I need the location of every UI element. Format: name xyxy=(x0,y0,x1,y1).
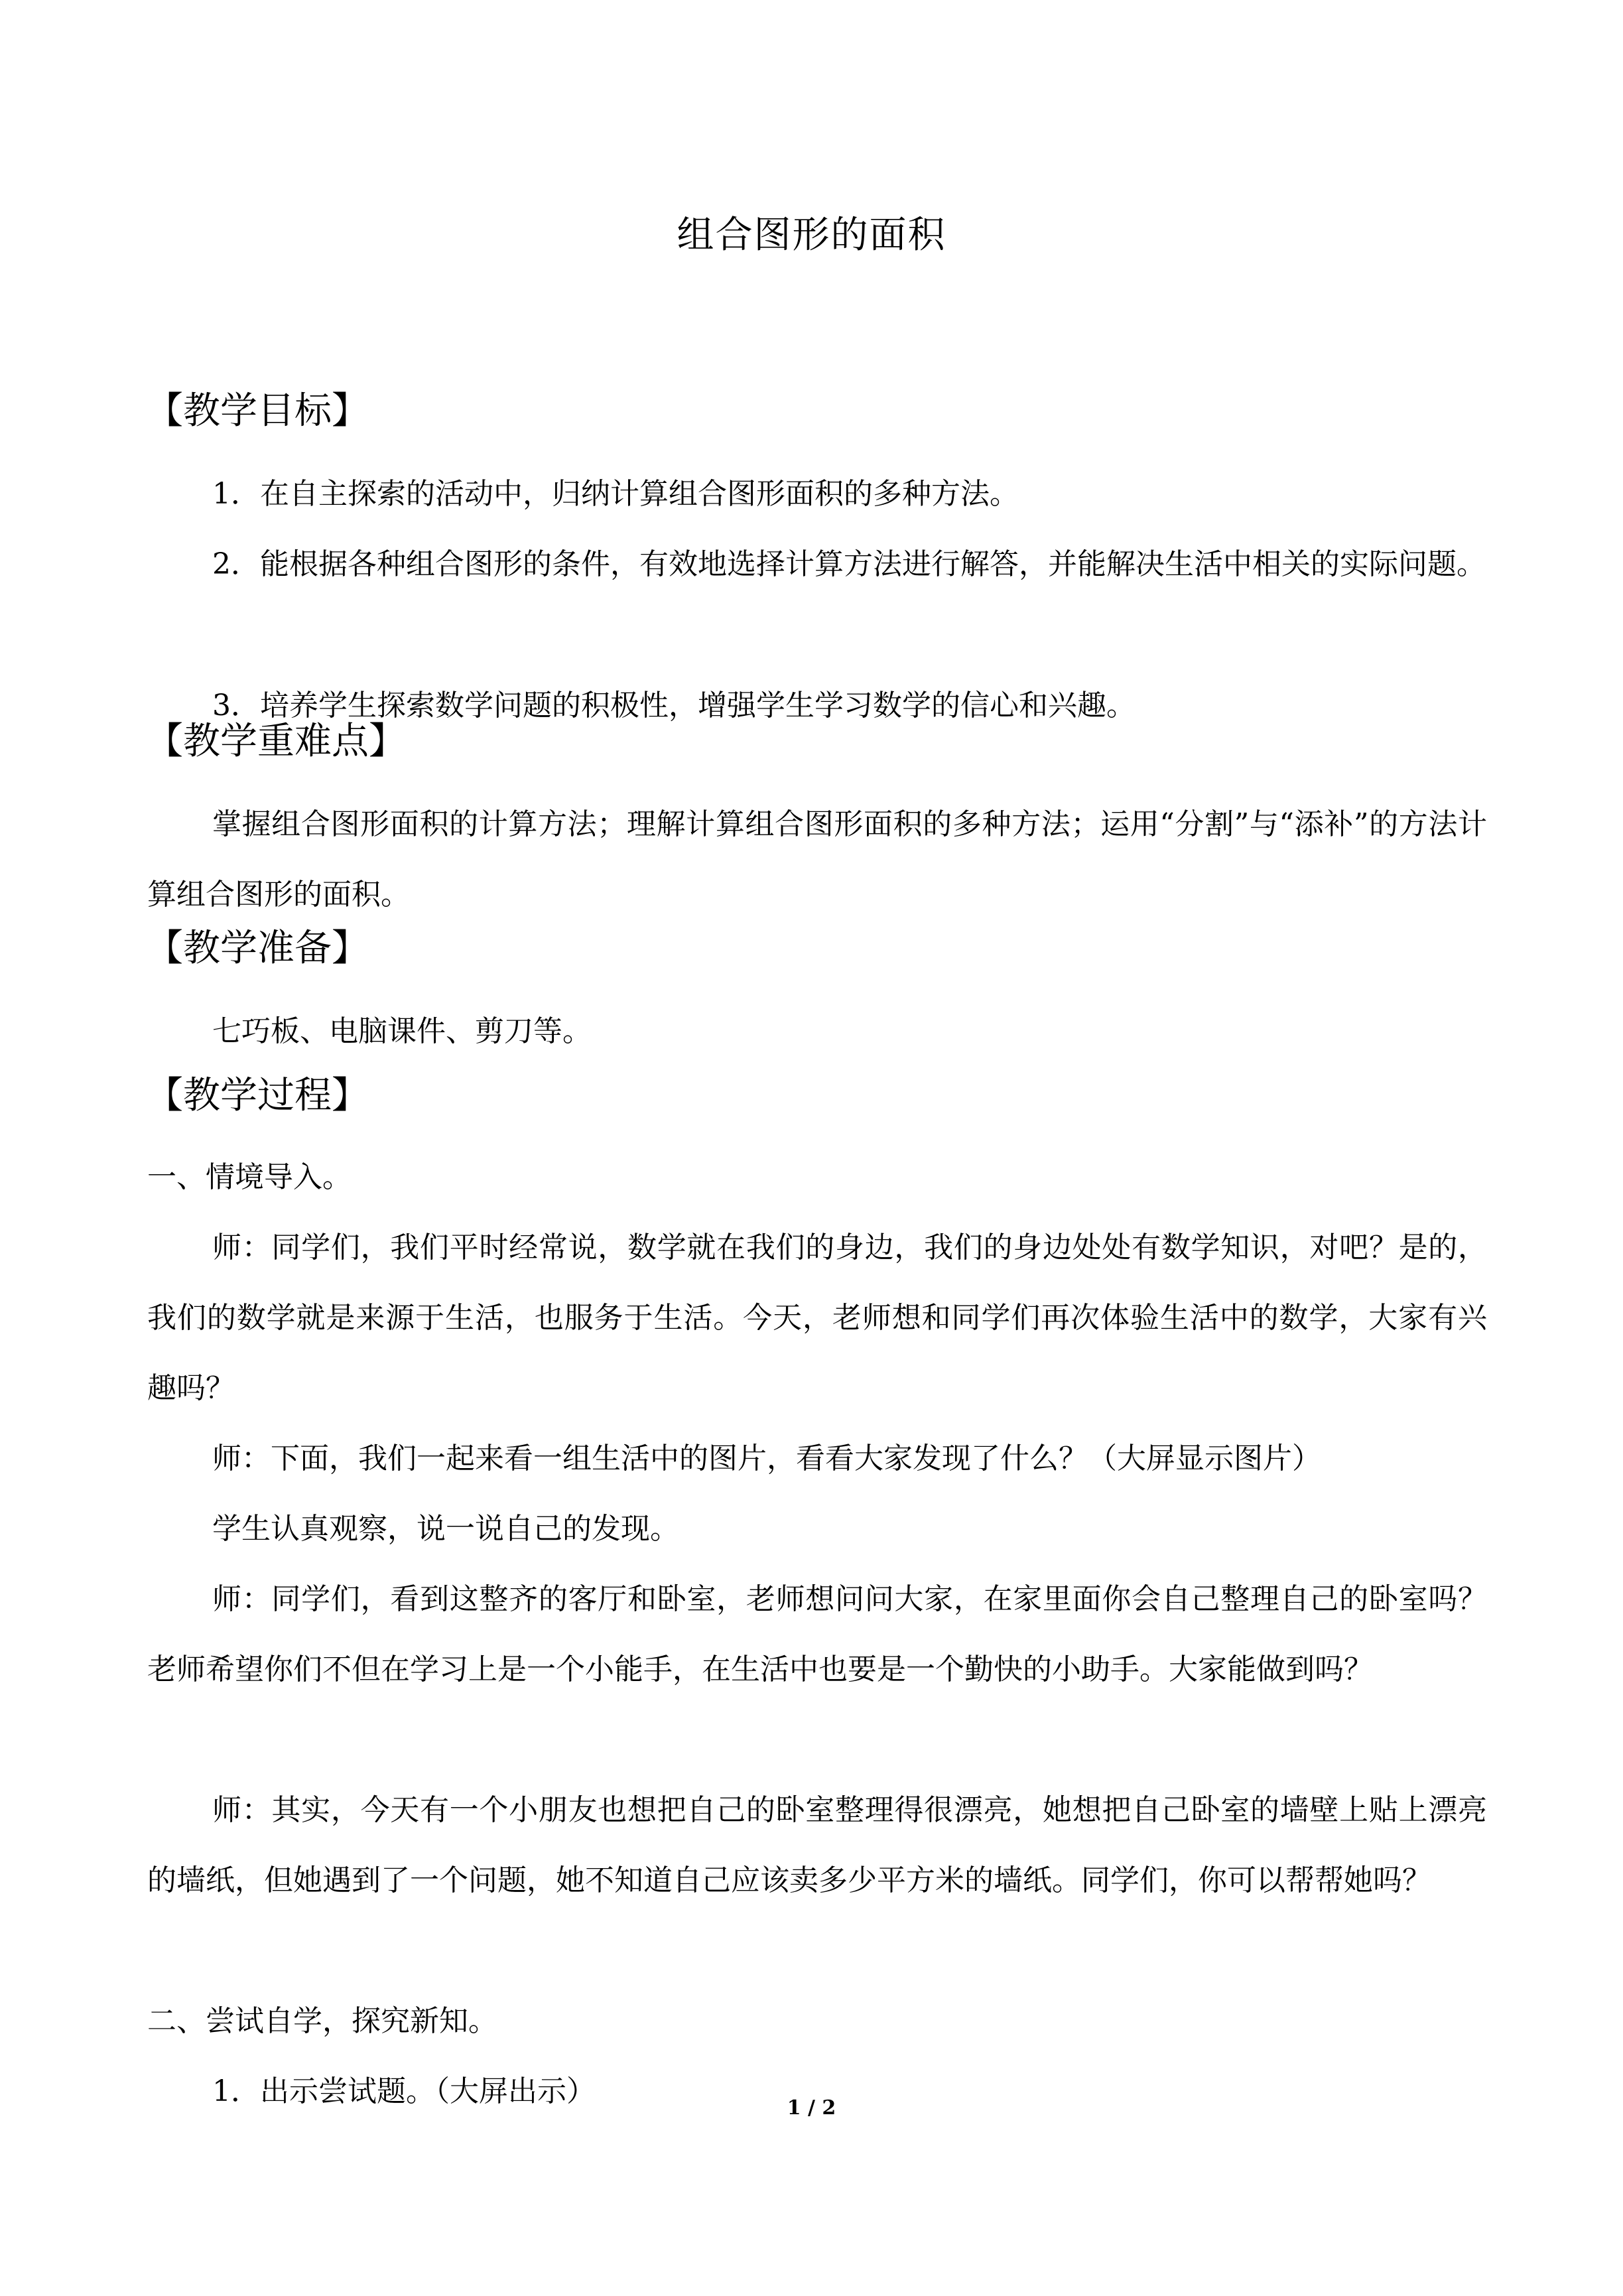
heading-process: 【教学过程】 xyxy=(146,1074,369,1117)
objective-item-1: 1．在自主探索的活动中，归纳计算组合图形面积的多种方法。 xyxy=(212,477,1019,511)
heading-objectives: 【教学目标】 xyxy=(146,389,369,433)
process-paragraph-6: 1．出示尝试题。（大屏出示） xyxy=(212,2074,596,2108)
heading-preparation: 【教学准备】 xyxy=(146,927,369,970)
objective-item-3: 3．培养学生探索数学问题的积极性，增强学生学习数学的信心和兴趣。 xyxy=(212,689,1136,722)
process-paragraph-5: 师：其实，今天有一个小朋友也想把自己的卧室整理得很漂亮，她想把自己卧室的墙壁上贴上漂亮的墙纸，但她遇到了一个问题，她不知道自己应该卖多少平方米的墙纸。同学们，你可以帮帮她吗？ xyxy=(147,1793,1487,1897)
process-paragraph-2: 师：下面，我们一起来看一组生活中的图片，看看大家发现了什么？（大屏显示图片） xyxy=(212,1442,1321,1475)
page-title: 组合图形的面积 xyxy=(677,214,946,257)
process-part2-title: 二、尝试自学，探究新知。 xyxy=(147,2004,497,2038)
page-number: 1 / 2 xyxy=(787,2096,836,2120)
key-points-text: 掌握组合图形面积的计算方法；理解计算组合图形面积的多种方法；运用“分割”与“添补”的方法计算组合图形的面积。 xyxy=(147,807,1487,912)
process-part1-title: 一、情境导入。 xyxy=(147,1160,352,1194)
heading-key-points: 【教学重难点】 xyxy=(146,720,406,763)
objective-item-2: 2．能根据各种组合图形的条件，有效地选择计算方法进行解答，并能解决生活中相关的实际问题。 xyxy=(212,547,1486,581)
process-paragraph-4: 师：同学们，看到这整齐的客厅和卧室，老师想问问大家，在家里面你会自己整理自己的卧室吗？老师希望你们不但在学习上是一个小能手，在生活中也要是一个勤快的小助手。大家能做到吗？ xyxy=(147,1582,1487,1686)
process-paragraph-1: 师：同学们，我们平时经常说，数学就在我们的身边，我们的身边处处有数学知识，对吧？是的，我们的数学就是来源于生活，也服务于生活。今天，老师想和同学们再次体验生活中的数学，大家有兴趣吗？ xyxy=(147,1231,1487,1405)
process-paragraph-3: 学生认真观察，说一说自己的发现。 xyxy=(212,1512,679,1546)
preparation-text: 七巧板、电脑课件、剪刀等。 xyxy=(212,1014,592,1048)
